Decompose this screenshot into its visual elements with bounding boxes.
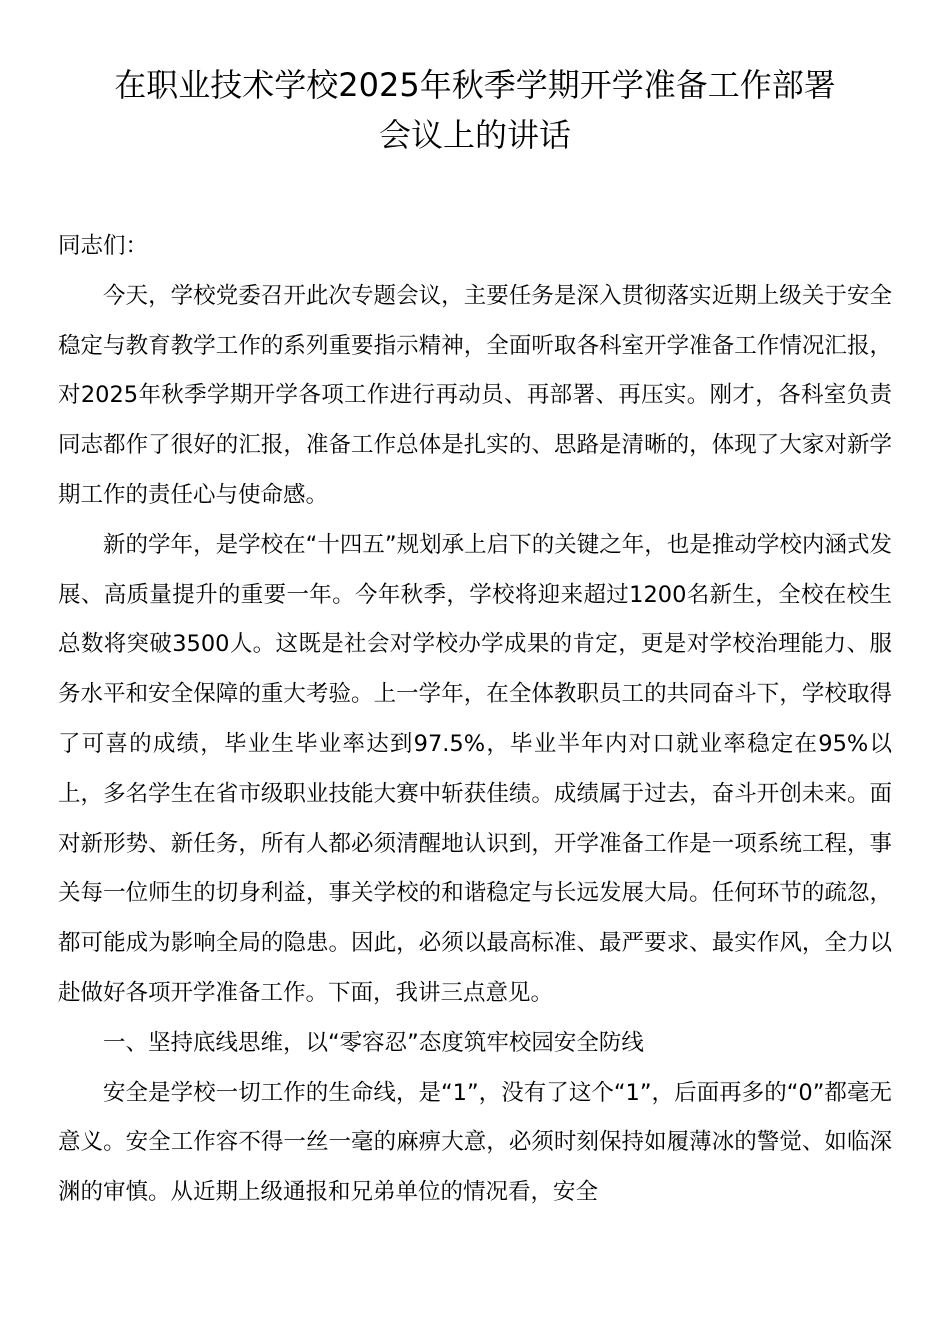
title-line-1: 在职业技术学校2025年秋季学期开学准备工作部署	[114, 66, 836, 104]
document-title	[58, 60, 892, 160]
section-1-paragraph: 安全是学校一切工作的生命线，是“1”，没有了这个“1”，后面再多的“0”都毫无意义。安全工作容不得一丝一毫的麻痹大意，必须时刻保持如履薄冰的警觉、如临深渊的审慎。从近期上级通报和兄弟单位的情况看，安全	[58, 1079, 892, 1206]
section-heading-1: 一、坚持底线思维，以“零容忍”态度筑牢校园安全防线	[103, 1029, 644, 1056]
salutation: 同志们：	[58, 233, 149, 259]
title-line-2: 会议上的讲话	[378, 116, 571, 154]
title-spacer	[58, 160, 892, 222]
body-paragraph-1: 今天，学校党委召开此次专题会议，主要任务是深入贯彻落实近期上级关于安全稳定与教育教学工作的系列重要指示精神，全面听取各科室开学准备工作情况汇报，对2025年秋季学期开学各项工作进行再动员、再部署、再压实。刚才，各科室负责同志都作了很好的汇报，准备工作总体是扎实的、思路是清晰的，体现了大家对新学期工作的责任心与使命感。	[58, 282, 892, 508]
body-paragraph-2: 新的学年，是学校在“十四五”规划承上启下的关键之年，也是推动学校内涵式发展、高质量提升的重要一年。今年秋季，学校将迎来超过1200名新生，全校在校生总数将突破3500人。这既是社会对学校办学成果的肯定，更是对学校治理能力、服务水平和安全保障的重大考验。上一学年，在全体教职员工的共同奋斗下，学校取得了可喜的成绩，毕业生毕业率达到97.5%，毕业半年内对口就业率稳定在95%以上，多名学生在省市级职业技能大赛中斩获佳绩。成绩属于过去，奋斗开创未来。面对新形势、新任务，所有人都必须清醒地认识到，开学准备工作是一项系统工程，事关每一位师生的切身利益，事关学校的和谐稳定与长远发展大局。任何环节的疏忽，都可能成为影响全局的隐患。因此，必须以最高标准、最严要求、最实作风，全力以赴做好各项开学准备工作。下面，我讲三点意见。	[58, 531, 892, 1006]
